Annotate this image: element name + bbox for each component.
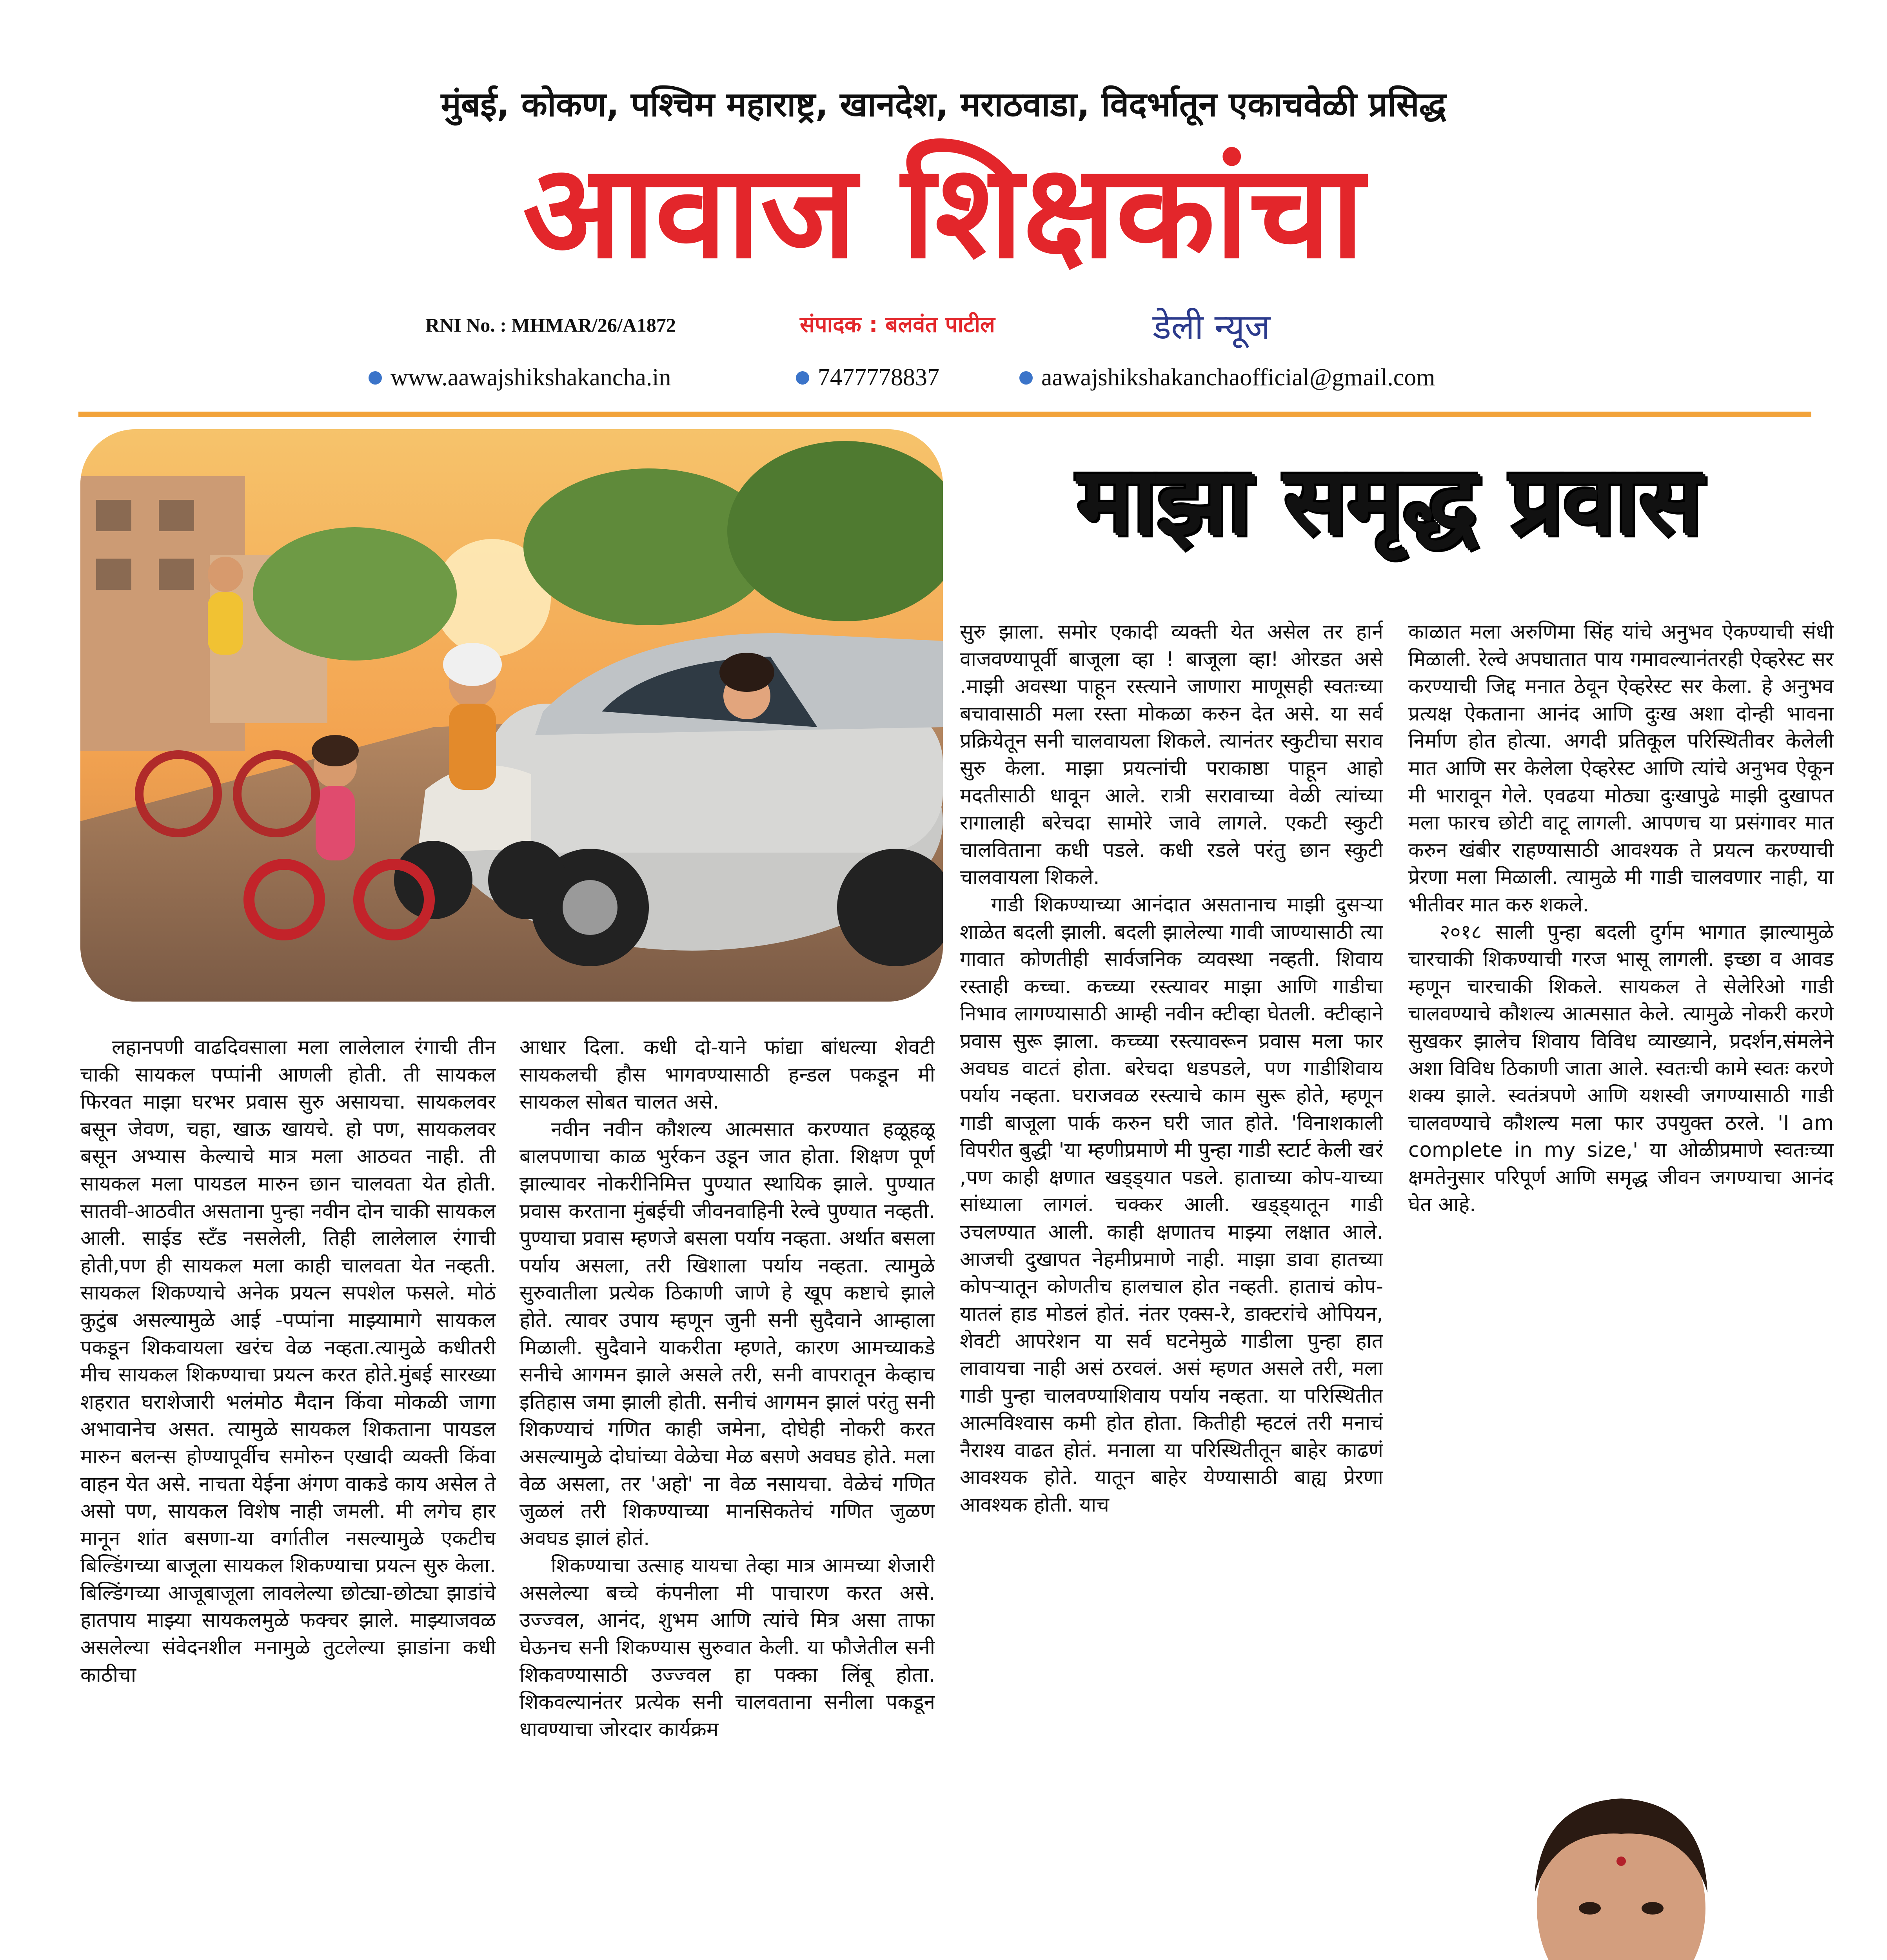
paragraph: लहानपणी वाढदिवसाला मला लालेलाल रंगाची तीन चाकी सायकल पप्पांनी आणली होती. ती सायकल फिरवत माझा घरभर प्रवास सुरु असायचा. सायकलवर बसून जेवण, चहा, खाऊ खायचे. हो पण, सायकलवर बसून अभ्यास केल्याचे मात्र मला आठवत नाही. ती सायकल मला पायडल मारुन छान चालवता येत होती. सातवी-आठवीत असताना पुन्हा नवीन दोन चाकी सायकल आली. साईड स्टँड नसलेली, तिही लालेलाल रंगाची होती,पण ही सायकल मला काही चालवता येत नव्हती. सायकल शिकण्याचे अनेक प्रयत्न सपशेल फसले. मोठं कुटुंब असल्यामुळे आई -पप्पांना माझ्यामागे सायकल पकडून शिकवायला खरंच वेळ नव्हता.त्यामुळे कधीतरी मीच सायकल शिकण्याचा प्रयत्न करत होते.मुंबई सारख्या शहरात घराशेजारी भलंमोठ मैदान किंवा मोकळी जागा अभावानेच असत. त्यामुळे सायकल शिकताना पायडल मारुन बलन्स होण्यापूर्वीच समोरुन एखादी व्यक्ती किंवा वाहन येत असे. नाचता येईना अंगण वाकडे काय असेल ते असो पण, सायकल विशेष नाही जमली. मी लगेच हार मानून शांत बसणा-या वर्गातील नसल्यामुळे एकटीच बिल्डिंगच्या बाजूला सायकल शिकण्याचा प्रयत्न सुरु केला. बिल्डिंगच्या आजूबाजूला लावलेल्या छोट्या-छोट्या झाडांचे हातपाय माझ्या सायकलमुळे फक्चर झाले. माझ्याजवळ असलेल्या संवेदनशील मनामुळे तुटलेल्या झाडांना कधी काठीचा [80,1036,496,1687]
newspaper-masthead: आवाज शिक्षकांचा [523,136,1364,287]
globe-icon [369,371,382,385]
masthead-tagline: मुंबई, कोकण, पश्चिम महाराष्ट्र, खानदेश, मराठवाडा, विदर्भातून एकाचवेळी प्रसिद्ध [441,85,1446,124]
mail-icon [1019,371,1033,385]
article-title: माझा समृद्ध प्रवास [1077,447,1703,556]
hero-illustration-art [80,429,943,1002]
paragraph: २०१८ साली पुन्हा बदली दुर्गम भागात झाल्यामुळे चारचाकी शिकण्याची गरज भासू लागली. इच्छा व आवड म्हणून चारचाकी शिकले. सायकल ते सेलेरिओ गाडी चालवण्याचे कौशल्य आत्मसात केले. त्यामुळे नोकरी करणे सुखकर झालेच शिवाय विविध व्याख्याने, प्रदर्शन,संमलेने अशा विविध ठिकाणी जाता आले. स्वतःची कामे स्वतः करणे शक्य झाले. स्वतंत्रपणे आणि यशस्वी जगण्यासाठी गाडी चालवण्याचे कौशल्य मला फार उपयुक्त ठरले. 'I am complete in my size,' या ओळीप्रमाणे स्वतःच्या क्षमतेनुसार परिपूर्ण आणि समृद्ध जीवन जगण्याचा आनंद घेत आहे. [1408,920,1834,1217]
email-text: aawajshikshakanchaofficial@gmail.com [1041,364,1435,391]
article-column-2 [519,1034,935,1960]
paragraph: काळात मला अरुणिमा सिंह यांचे अनुभव ऐकण्याची संधी मिळाली. रेल्वे अपघातात पाय गमावल्यानंतरही ऐव्हरेस्ट सर करण्याची जिद्द मनात ठेवून ऐव्हरेस्ट सर केला. हे अनुभव प्रत्यक्ष ऐकताना आनंद आणि दुःख अशा दोन्ही भावना निर्माण होत होत्या. अगदी प्रतिकूल परिस्थितीवर केलेली मात आणि सर केलेला ऐव्हरेस्ट आणि त्यांचे अनुभव ऐकून मी भारावून गेले. एवढया मोठ्या दुःखापुढे माझी दुखापत मला फारच छोटी वाटू लागली. आपणच या प्रसंगावर मात करुन खंबीर राहण्यासाठी आवश्यक ते प्रयत्न करण्याची प्रेरणा मला मिळाली. त्यामुळे मी गाडी चालवणार नाही, या भीतीवर मात करु शकले. [1408,620,1834,916]
rni-number: RNI No. : MHMAR/26/A1872 [425,314,676,336]
paragraph: नवीन नवीन कौशल्य आत्मसात करण्यात हळूहळू बालपणाचा काळ भुर्रकन उडून जात होता. शिक्षण पूर्ण झाल्यावर नोकरीनिमित्त पुण्यात स्थायिक झाले. पुण्यात प्रवास करताना मुंबईची जीवनवाहिनी रेल्वे पुण्यात नव्हती. पुण्याचा प्रवास म्हणजे बसला पर्याय नव्हता. अर्थात बसला पर्याय असला, तरी खिशाला पर्याय नव्हता. त्यामुळे सुरुवातीला प्रत्येक ठिकाणी जाणे हे खूप कष्टाचे झाले होते. त्यावर उपाय म्हणून जुनी सनी सुदैवाने आम्हाला मिळाली. सुदैवाने याकरीता म्हणते, कारण आमच्याकडे सनीचे आगमन झाले असले तरी, सनी वापरातून केव्हाच इतिहास जमा झाली होती. सनीचं आगमन झालं परंतु सनी शिकण्याचं गणित काही जमेना, दोघेही नोकरी करत असल्यामुळे दोघांच्या वेळेचा मेळ बसणे अवघड होते. मला वेळ असला, तर 'अहो' ना वेळ नसायचा. वेळेचं गणित जुळलं तरी शिकण्याच्या मानसिकतेचं गणित जुळण अवघड झालं होतं. [519,1117,935,1550]
paragraph: सुरु झाला. समोर एकादी व्यक्ती येत असेल तर हार्न वाजवण्यापूर्वी बाजूला व्हा ! बाजूला व्हा! ओरडत असे .माझी अवस्था पाहून रस्त्याने जाणारा माणूसही स्वतःच्या बचावासाठी मला रस्ता मोकळा करुन देत असे. या सर्व प्रक्रियेतून सनी चालवायला शिकले. त्यानंतर स्कुटीचा सराव सुरु केला. माझा प्रयत्नांची पराकाष्ठा पाहून आहो मदतीसाठी धावून आले. रात्री सरावाच्या वेळी त्यांच्या रागालाही बरेचदा सामोरे जावे लागले. एकटी स्कुटी चालविताना कधी पडले. कधी रडले परंतु छान स्कुटी चालवायला शिकले. [960,620,1383,889]
contact-website[interactable] [369,364,671,392]
article-column-3 [960,619,1383,1960]
phone-icon [796,371,809,385]
paragraph: शिकण्याचा उत्साह यायचा तेव्हा मात्र आमच्या शेजारी असलेल्या बच्चे कंपनीला मी पाचारण करत असे. उज्ज्वल, आनंद, शुभम आणि त्यांचे मित्र असा ताफा घेऊनच सनी शिकण्यास सुरुवात केली. या फौजेतील सनी शिकवण्यासाठी उज्ज्वल हा पक्का लिंबू होता. शिकवल्यानंतर प्रत्येक सनी चालवताना सनीला पकडून धावण्याचा जोरदार कार्यक्रम [519,1554,935,1741]
author-photo [1413,1744,1829,1960]
header-divider [78,412,1811,417]
paragraph: आधार दिला. कधी दो-याने फांद्या बांधल्या शेवटी सायकलची हौस भागवण्यासाठी हन्डल पकडून मी सायकल सोबत चालत असे. [519,1036,935,1114]
contact-email[interactable] [1019,364,1435,392]
author-portrait [1413,1744,1829,1960]
contact-phone[interactable] [796,364,939,392]
editor-credit: संपादक : बलवंत पाटील [800,312,995,338]
daily-news-label: डेली न्यूज [1153,307,1270,347]
article-column-4 [1408,619,1834,1736]
article-column-1 [80,1034,496,1960]
hero-illustration [80,429,943,1002]
paragraph: गाडी शिकण्याच्या आनंदात असतानाच माझी दुसऱ्या शाळेत बदली झाली. बदली झालेल्या गावी जाण्यासाठी त्या गावात कोणतीही सार्वजनिक व्यवस्था नव्हती. शिवाय रस्ताही कच्चा. कच्च्या रस्त्यावर माझा आणि गाडीचा निभाव लागण्यासाठी आम्ही नवीन क्टीव्हा घेतली. क्टीव्हाने प्रवास सुरू झाला. कच्च्या रस्त्यावरून प्रवास मला फार अवघड वाटतं होता. बरेचदा धडपडले, पण गाडीशिवाय पर्याय नव्हता. घराजवळ रस्त्याचे काम सुरू होते, म्हणून गाडी बाजूला पार्क करुन घरी जात होते. 'विनाशकाली विपरीत बुद्धी 'या म्हणीप्रमाणे मी पुन्हा गाडी स्टार्ट केली खरं ,पण काही क्षणात खड्ड्यात पडले. हाताच्या कोप-याच्या सांध्याला लागलं. चक्कर आली. खड्ड्यातून गाडी उचलण्यात आली. काही क्षणातच माझ्या लक्षात आले. आजची दुखापत नेहमीप्रमाणे नाही. माझा डावा हातच्या कोपऱ्यातून कोणतीच हालचाल होत नव्हती. हाताचं कोप-यातलं हाड मोडलं होतं. नंतर एक्स-रे, डाक्टरांचे ओपियन, शेवटी आपरेशन या सर्व घटनेमुळे गाडीला पुन्हा हात लावायचा नाही असं ठरवलं. असं म्हणत असले तरी, मला गाडी पुन्हा चालवण्याशिवाय पर्याय नव्हता. या परिस्थितीत आत्मविश्वास कमी होत होता. कितीही म्हटलं तरी मनाचं नैराश्य वाढत होतं. मनाला या परिस्थितीतून बाहेर काढणं आवश्यक होते. यातून बाहेर येण्यासाठी बाह्य प्रेरणा आवश्यक होती. याच [960,893,1383,1517]
phone-text: 7477778837 [818,364,939,391]
website-text: www.aawajshikshakancha.in [390,364,671,391]
